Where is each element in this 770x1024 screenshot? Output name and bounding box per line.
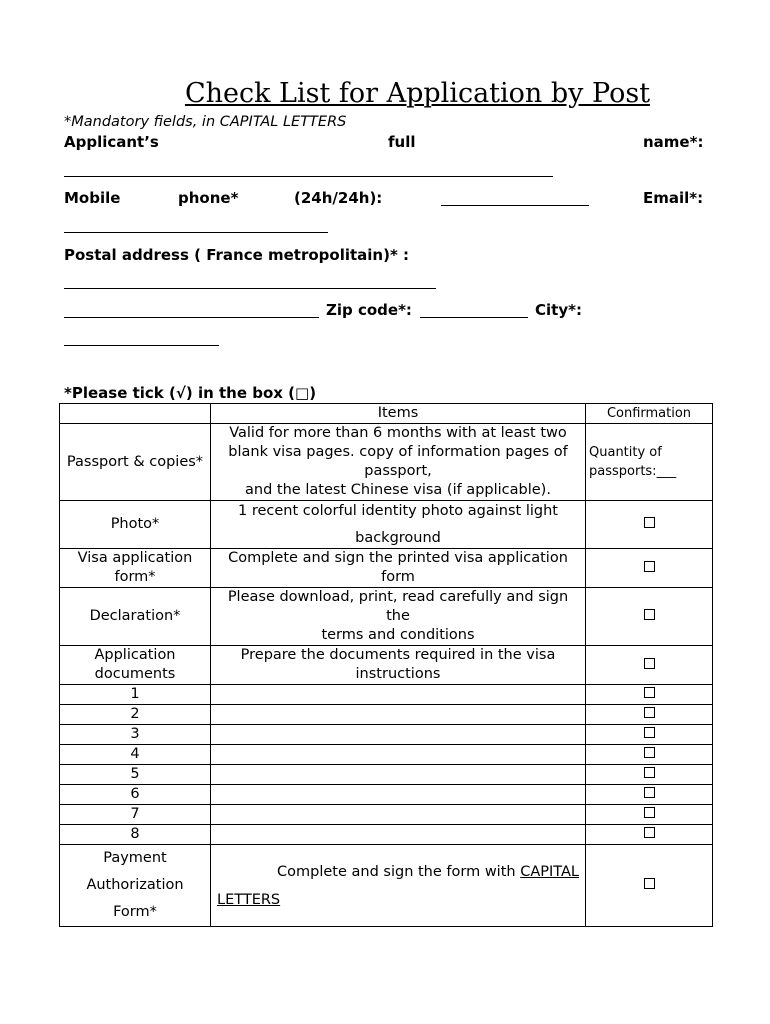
visa-form-confirm-cell <box>586 549 713 588</box>
zip-code-label: Zip code*: <box>326 301 412 319</box>
email-label: Email*: <box>643 189 704 207</box>
payment-label <box>60 845 211 927</box>
photo-desc-line-2: background <box>355 529 441 546</box>
table-row <box>60 685 713 705</box>
payment-desc-text: Complete and sign the form with <box>277 863 516 880</box>
photo-desc-line: 1 recent colorful identity photo against light <box>238 502 558 519</box>
table-row-passport <box>60 424 713 501</box>
app-docs-description: Prepare the documents required in the visa instructions <box>211 646 586 685</box>
row-confirm-cell <box>586 825 713 845</box>
row-entry[interactable] <box>211 705 586 725</box>
postal-address-label: Postal address ( France metropolitain)* : <box>64 246 410 264</box>
header-empty <box>60 404 211 424</box>
visa-form-label: Visa application form* <box>60 549 211 588</box>
row-entry[interactable] <box>211 685 586 705</box>
declaration-description <box>211 588 586 646</box>
table-row <box>60 725 713 745</box>
photo-label: Photo* <box>60 501 211 549</box>
declaration-desc-line-2: terms and conditions <box>321 627 475 643</box>
applicant-label-3: name*: <box>643 133 704 151</box>
row-number: 8 <box>60 825 211 845</box>
app-docs-confirm-cell <box>586 646 713 685</box>
applicant-label-1: Applicant’s <box>64 133 159 151</box>
table-row <box>60 785 713 805</box>
tick-instruction: *Please tick (√) in the box (□) <box>64 384 317 402</box>
header-confirmation: Confirmation <box>586 404 713 424</box>
applicant-label-2: full <box>388 133 416 151</box>
row-number: 1 <box>60 685 211 705</box>
app-docs-label: Application documents <box>60 646 211 685</box>
city-label: City*: <box>535 301 582 319</box>
row-checkbox[interactable] <box>644 687 655 698</box>
row-number: 6 <box>60 785 211 805</box>
table-row <box>60 705 713 725</box>
payment-confirm-cell <box>586 845 713 927</box>
row-confirm-cell <box>586 805 713 825</box>
passport-desc-line: Valid for more than 6 months with at least two blank visa pages. copy of information pages of passport, <box>228 425 568 479</box>
zip-code-field[interactable] <box>420 317 528 318</box>
payment-checkbox[interactable] <box>644 878 655 889</box>
row-number: 2 <box>60 705 211 725</box>
payment-label-line-1: Payment <box>103 850 167 866</box>
row-confirm-cell <box>586 785 713 805</box>
payment-desc-capital: CAPITAL <box>520 863 579 880</box>
passport-quantity-cell[interactable] <box>586 424 713 501</box>
row-number: 5 <box>60 765 211 785</box>
row-checkbox[interactable] <box>644 767 655 778</box>
row-number: 3 <box>60 725 211 745</box>
app-docs-checkbox[interactable] <box>644 658 655 669</box>
mobile-label-2: phone* <box>178 189 239 207</box>
row-confirm-cell <box>586 705 713 725</box>
declaration-confirm-cell <box>586 588 713 646</box>
table-row-app-docs <box>60 646 713 685</box>
page-title: Check List for Application by Post <box>184 78 651 109</box>
table-row <box>60 745 713 765</box>
table-row-photo <box>60 501 713 549</box>
passport-desc-line-2: and the latest Chinese visa (if applicable). <box>245 482 551 498</box>
row-confirm-cell <box>586 745 713 765</box>
payment-desc-letters: LETTERS <box>217 891 281 908</box>
visa-form-checkbox[interactable] <box>644 561 655 572</box>
row-confirm-cell <box>586 685 713 705</box>
row-number: 4 <box>60 745 211 765</box>
declaration-label: Declaration* <box>60 588 211 646</box>
row-entry[interactable] <box>211 785 586 805</box>
row-checkbox[interactable] <box>644 727 655 738</box>
mandatory-note: *Mandatory fields, in CAPITAL LETTERS <box>64 114 347 130</box>
passport-quantity-blank[interactable]: _ <box>669 464 677 479</box>
photo-description <box>211 501 586 549</box>
email-field[interactable] <box>64 232 328 233</box>
table-header-row <box>60 404 713 424</box>
checklist-table <box>59 403 713 927</box>
passport-description <box>211 424 586 501</box>
visa-form-description: Complete and sign the printed visa application form <box>211 549 586 588</box>
passport-label: Passport & copies* <box>60 424 211 501</box>
row-entry[interactable] <box>211 825 586 845</box>
mobile-phone-field[interactable] <box>441 205 589 206</box>
row-checkbox[interactable] <box>644 707 655 718</box>
mobile-label-1: Mobile <box>64 189 121 207</box>
payment-label-line-2: Authorization <box>86 877 184 893</box>
table-row <box>60 825 713 845</box>
row-entry[interactable] <box>211 745 586 765</box>
table-row <box>60 805 713 825</box>
row-checkbox[interactable] <box>644 807 655 818</box>
table-row-payment <box>60 845 713 927</box>
postal-address-field[interactable] <box>64 288 436 289</box>
table-row <box>60 765 713 785</box>
applicant-name-field[interactable] <box>64 176 553 177</box>
row-entry[interactable] <box>211 765 586 785</box>
payment-label-line-3: Form* <box>113 904 157 920</box>
header-items: Items <box>211 404 586 424</box>
mobile-label-3: (24h/24h): <box>294 189 383 207</box>
row-confirm-cell <box>586 765 713 785</box>
passport-quantity-text: Quantity of passports:__ <box>589 445 670 479</box>
table-row-visa-form <box>60 549 713 588</box>
row-checkbox[interactable] <box>644 827 655 838</box>
photo-confirm-cell <box>586 501 713 549</box>
payment-description <box>211 845 586 927</box>
row-checkbox[interactable] <box>644 747 655 758</box>
photo-checkbox[interactable] <box>644 517 655 528</box>
table-row-declaration <box>60 588 713 646</box>
city-field[interactable] <box>64 345 219 346</box>
row-confirm-cell <box>586 725 713 745</box>
postal-address-field-2[interactable] <box>64 317 319 318</box>
declaration-desc-line: Please download, print, read carefully and sign the <box>227 589 569 624</box>
row-number: 7 <box>60 805 211 825</box>
row-entry[interactable] <box>211 805 586 825</box>
row-checkbox[interactable] <box>644 787 655 798</box>
row-entry[interactable] <box>211 725 586 745</box>
declaration-checkbox[interactable] <box>644 609 655 620</box>
